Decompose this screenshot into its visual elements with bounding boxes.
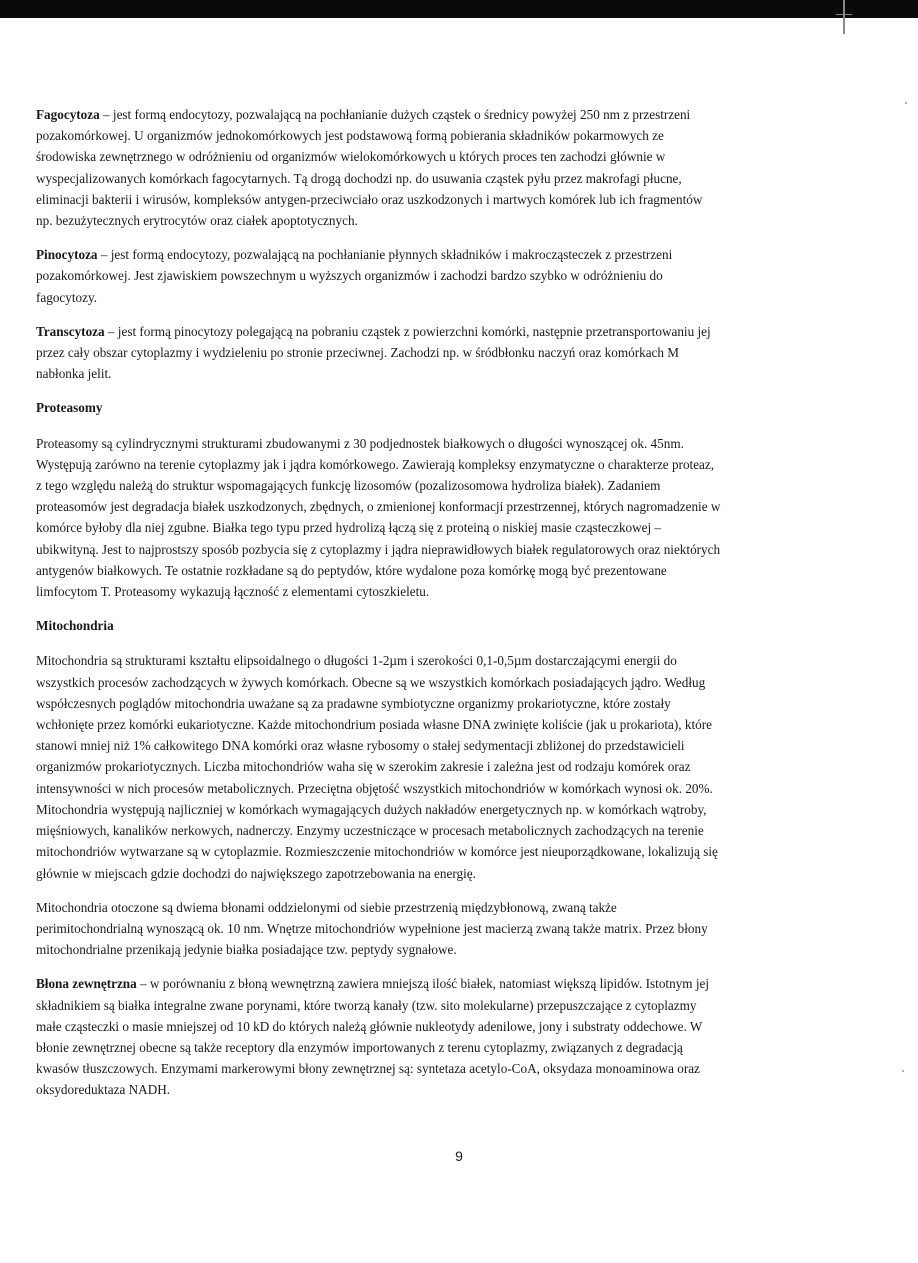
term-blona-zewnetrzna: Błona zewnętrzna	[36, 976, 137, 992]
paragraph-blona-zewnetrzna	[36, 973, 722, 1100]
paragraph-proteasomy: Proteasomy są cylindrycznymi strukturami zbudowanymi z 30 podjednostek białkowych o długości wynoszącej ok. 45nm. Występują zarówno na terenie cytoplazmy jak i jądra komórkowego. Zawierają kompleksy enzymatyczne o charakterze proteaz, z tego względu należą do struktur wspomagających funkcję lizosomów (pozalizosomowa hydroliza białek). Zadaniem proteasomów jest degradacja białek uszkodzonych, zbędnych, o zmienionej konformacji przestrzennej, których nagromadzenie w komórce byłoby dla niej zgubne. Białka tego typu przed hydrolizą łączą się z proteiną o niskiej masie cząsteczkowej – ubikwityną. Jest to najprostszy sposób pozbycia się z cytoplazmy i jądra nieprawidłowych białek regulatorowych oraz niektórych antygenów białkowych. Te ostatnie rozkładane są do peptydów, które wydalone poza komórkę mogą być prezentowane limfocytom T. Proteasomy wykazują łączność z elementami cytoszkieletu.	[36, 435, 721, 600]
scan-speck	[902, 1070, 904, 1072]
scan-artifact	[843, 0, 845, 34]
scan-artifact	[836, 14, 852, 15]
definition-blona-zewnetrzna: – w porównaniu z błoną wewnętrzną zawiera mniejszą ilość białek, natomiast większą lipidów. Istotnym jej składnikiem są białka integralne zwane porynami, które tworzą kanały (tzw. sito molekularne) przepuszczające z cytoplazmy małe cząsteczki o masie mniejszej od 10 kD do których należą głównie nukleotydy adenilowe, jony i substraty oddechowe. W błonie zewnętrznej obecne są także receptory dla enzymów importowanych z terenu cytoplazmy, związanych z degradacją kwasów tłuszczowych. Enzymami markerowymi błony zewnętrznej są: syntetaza acetylo-CoA, oksydaza monoaminowa oraz oksydoreduktaza NADH.	[36, 976, 709, 1098]
term-transcytoza: Transcytoza	[36, 323, 105, 339]
paragraph-mitochondria-2: Mitochondria otoczone są dwiema błonami oddzielonymi od siebie przestrzenią międzybłonową, zwaną także perimitochondrialną wynoszącą ok. 10 nm. Wnętrze mitochondriów wypełnione jest macierzą zwaną także matrix. Przez błony mitochondrialne przenikają jedynie białka posiadające tzw. peptydy sygnałowe.	[36, 899, 708, 958]
document-page	[36, 104, 722, 1114]
paragraph-pinocytoza	[36, 244, 722, 308]
definition-fagocytoza: – jest formą endocytozy, pozwalającą na pochłanianie dużych cząstek o średnicy powyżej 250 nm z przestrzeni pozakomórkowej. U organizmów jednokomórkowych jest podstawową formą pobierania składników pokarmowych ze środowiska zewnętrznego w odróżnieniu od organizmów wielokomórkowych u których proces ten zachodzi głównie w wyspecjalizowanych komórkach fagocytarnych. Tą drogą dochodzi np. do usuwania cząstek pyłu przez makrofagi płucne, eliminacji bakterii i wirusów, kompleksów antygen-przeciwciało oraz uszkodzonych i martwych komórek lub ich fragmentów np. bezużytecznych erytrocytów oraz ciałek apoptotycznych.	[36, 107, 703, 229]
definition-pinocytoza: – jest formą endocytozy, pozwalającą na pochłanianie płynnych składników i makrocząsteczek z przestrzeni pozakomórkowej. Jest zjawiskiem powszechnym u wyższych organizmów i zachodzi bardzo szybko w odróżnieniu do fagocytozy.	[36, 247, 673, 305]
paragraph-fagocytoza	[36, 104, 722, 231]
definition-transcytoza: – jest formą pinocytozy polegającą na pobraniu cząstek z powierzchni komórki, następnie przetransportowaniu jej przez cały obszar cytoplazmy i wydzieleniu po stronie przeciwnej. Zachodzi np. w śródbłonku naczyń oraz komórkach M nabłonka jelit.	[36, 323, 711, 382]
heading-proteasomy: Proteasomy	[36, 400, 103, 416]
scan-speck	[905, 102, 907, 104]
page-number: 9	[455, 1148, 463, 1164]
heading-mitochondria: Mitochondria	[36, 618, 114, 634]
term-fagocytoza: Fagocytoza	[36, 107, 100, 122]
scan-top-border	[0, 0, 918, 18]
paragraph-mitochondria-1: Mitochondria są strukturami kształtu elipsoidalnego o długości 1-2µm i szerokości 0,1-0,5µm dostarczającymi energii do wszystkich procesów zachodzących w żywych komórkach. Obecne są we wszystkich komórkach posiadających jądro. Według współczesnych poglądów mitochondria uważane są za pradawne symbiotyczne organizmy prokariotyczne, które zostały wchłonięte przez komórki eukariotyczne. Każde mitochondrium posiada własne DNA zwinięte koliście (jak u prokariota), które stanowi mniej niż 1% całkowitego DNA komórki oraz własne rybosomy o stałej sedymentacji zbliżonej do przedstawicieli organizmów prokariotycznych. Liczba mitochondriów waha się w szerokim zakresie i zależna jest od rodzaju komórek oraz intensywności w nich procesów metabolicznych. Przeciętna objętość wszystkich mitochondriów w komórkach wynosi ok. 20%. Mitochondria występują najliczniej w komórkach wymagających dużych nakładów energetycznych np. w komórkach wątroby, mięśniowych, kanalików nerkowych, nadnerczy. Enzymy uczestniczące w procesach metabolicznych zachodzących na terenie mitochondriów wytwarzane są w cytoplazmie. Rozmieszczenie mitochondriów w komórce jest nieuporządkowane, lokalizują się głównie w miejscach gdzie dochodzi do największego zapotrzebowania na energię.	[36, 653, 718, 881]
paragraph-transcytoza	[36, 321, 722, 385]
term-pinocytoza: Pinocytoza	[36, 247, 98, 263]
